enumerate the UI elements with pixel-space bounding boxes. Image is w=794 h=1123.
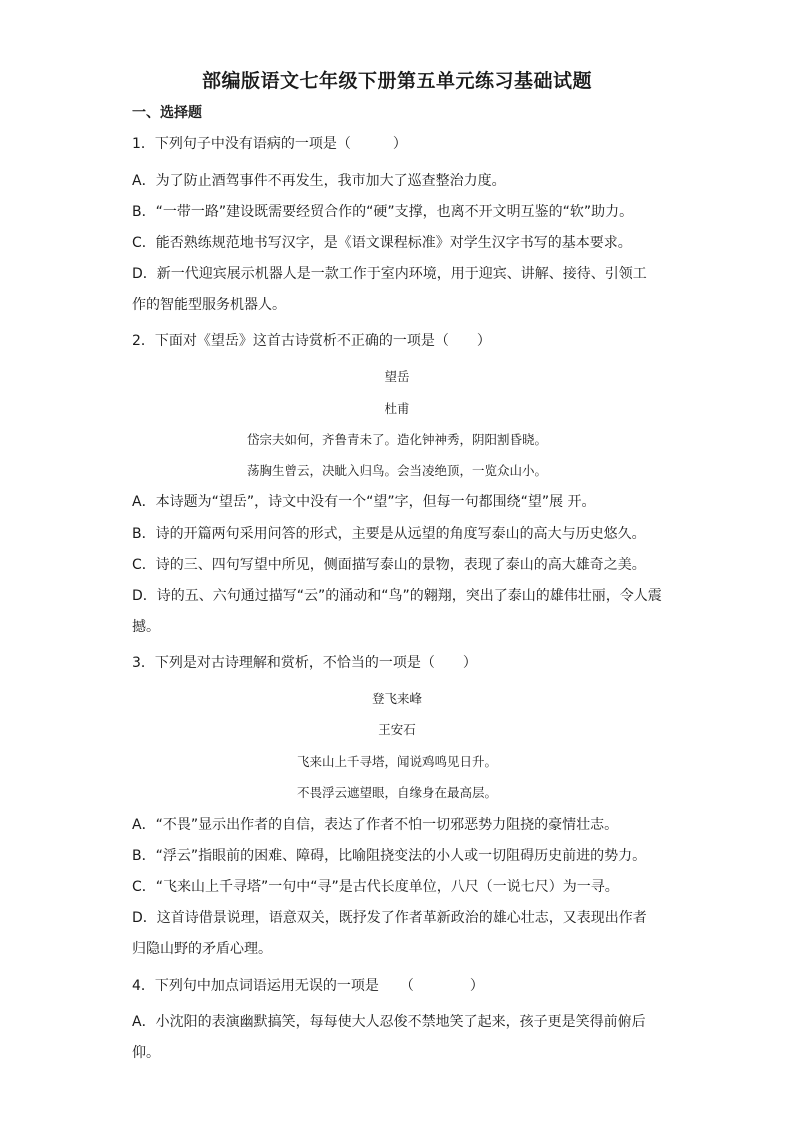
section-heading: 一、选择题	[132, 105, 202, 121]
question-4-option-a-line2: 仰。	[132, 1045, 160, 1061]
question-2-option-a: A．本诗题为“望岳”，诗文中没有一个“望”字，但每一句都围绕“望”展 开。	[132, 494, 596, 510]
poem-title-wangyue: 望岳	[384, 369, 410, 384]
question-2-option-d-line2: 撼。	[132, 619, 160, 635]
question-1-option-c: C．能否熟练规范地书写汉字，是《语文课程标准》对学生汉字书写的基本要求。	[132, 235, 632, 251]
question-2-option-c: C．诗的三、四句写望中所见，侧面描写泰山的景物，表现了泰山的高大雄奇之美。	[132, 557, 646, 573]
question-3-option-c: C．“飞来山上千寻塔”一句中“寻”是古代长度单位，八尺（一说七尺）为一寻。	[132, 879, 619, 895]
question-2-option-b: B．诗的开篇两句采用问答的形式，主要是从远望的角度写泰山的高大与历史悠久。	[132, 526, 646, 542]
question-3-option-b: B．“浮云”指眼前的困难、障碍，比喻阻挠变法的小人或一切阻碍历史前进的势力。	[132, 848, 647, 864]
poem-author-dufu: 杜甫	[384, 401, 410, 416]
question-3-option-a: A．“不畏”显示出作者的自信，表达了作者不怕一切邪恶势力阻挠的豪情壮志。	[132, 817, 619, 833]
question-3-option-d-line1: D．这首诗借景说理，语意双关，既抒发了作者革新政治的雄心壮志，又表现出作者	[132, 910, 647, 926]
question-1-option-d-line2: 作的智能型服务机器人。	[132, 297, 286, 313]
document-title: 部编版语文七年级下册第五单元练习基础试题	[201, 70, 592, 92]
question-1-option-a: A．为了防止酒驾事件不再发生，我市加大了巡查整治力度。	[132, 173, 506, 189]
question-4-option-a-line1: A．小沈阳的表演幽默搞笑，每每使大人忍俊不禁地笑了起来，孩子更是笑得前俯后	[132, 1014, 646, 1030]
poem-line-2: 荡胸生曾云，决眦入归鸟。会当凌绝顶，一览众山小。	[246, 463, 547, 478]
question-1-option-d-line1: D．新一代迎宾展示机器人是一款工作于室内环境，用于迎宾、讲解、接待、引领工	[132, 266, 647, 282]
poem-author-wanganshi: 王安石	[378, 722, 416, 737]
poem-line-1: 飞来山上千寻塔，闻说鸡鸣见日升。	[296, 754, 497, 769]
question-1-option-b: B．“一带一路”建设既需要经贸合作的“硬”支撑，也离不开文明互鉴的“软”助力。	[132, 204, 634, 220]
question-3-stem: 3．下列是对古诗理解和赏析，不恰当的一项是（ ）	[132, 655, 477, 671]
poem-line-1: 岱宗夫如何，齐鲁青未了。造化钟神秀，阴阳割昏晓。	[246, 432, 547, 447]
question-4-stem: 4．下列句中加点词语运用无误的一项是 （ ）	[132, 978, 484, 994]
poem-line-2: 不畏浮云遮望眼，自缘身在最高层。	[296, 785, 497, 800]
poem-title-feilaifeng: 登飞来峰	[371, 691, 422, 706]
question-2-stem: 2．下面对《望岳》这首古诗赏析不正确的一项是（ ）	[132, 333, 491, 349]
question-3-option-d-line2: 归隐山野的矛盾心理。	[132, 941, 272, 957]
question-2-option-d-line1: D．诗的五、六句通过描写“云”的涌动和“鸟”的翱翔，突出了泰山的雄伟壮丽，令人震	[132, 588, 662, 604]
question-1-stem: 1．下列句子中没有语病的一项是（ ）	[132, 136, 407, 152]
